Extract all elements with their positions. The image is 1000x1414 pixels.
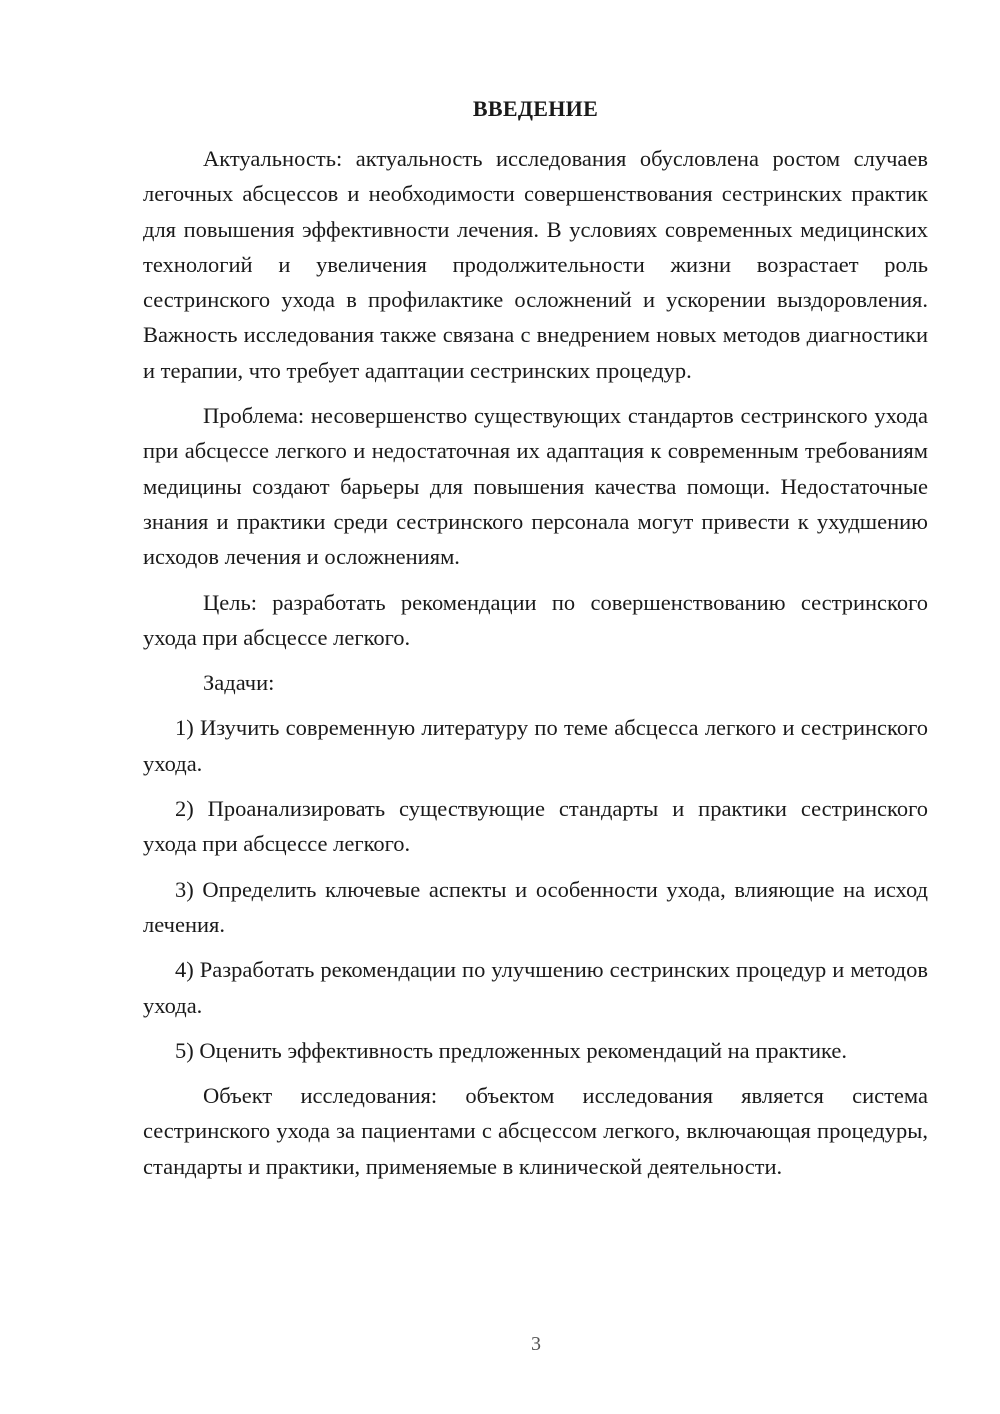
task-item-5: 5) Оценить эффективность предложенных рекомендаций на практике. xyxy=(175,1037,848,1063)
task-item-4: 4) Разработать рекомендации по улучшению сестринских процедур и методов ухода. xyxy=(143,957,928,1018)
task-item-3: 3) Определить ключевые аспекты и особенности ухода, влияющие на исход лечения. xyxy=(143,876,928,937)
paragraph-relevance: Актуальность: актуальность исследования обусловлена ростом случаев легочных абсцессов и необходимости совершенствования сестринских практик для повышения эффективности лечения. В условиях современных медицинских технологий и увеличения продолжительности жизни возрастает роль сестринского ухода в профилактике осложнений и ускорении выздоровления. Важность исследования также связана с внедрением новых методов диагностики и терапии, что требует адаптации сестринских процедур. xyxy=(143,146,928,383)
task-item-2: 2) Проанализировать существующие стандарты и практики сестринского ухода при абсцессе легкого. xyxy=(143,796,928,857)
tasks-heading: Задачи: xyxy=(203,670,275,696)
paragraph-goal: Цель: разработать рекомендации по совершенствованию сестринского ухода при абсцессе легкого. xyxy=(143,589,928,650)
page-title: ВВЕДЕНИЕ xyxy=(472,96,599,121)
page-number: 3 xyxy=(531,1333,541,1355)
task-item-1: 1) Изучить современную литературу по теме абсцесса легкого и сестринского ухода. xyxy=(143,715,928,776)
document-body xyxy=(143,141,928,1194)
paragraph-object: Объект исследования: объектом исследования является система сестринского ухода за пациентами с абсцессом легкого, включающая процедуры, стандарты и практики, применяемые в клинической деятельности. xyxy=(143,1083,928,1179)
paragraph-problem: Проблема: несовершенство существующих стандартов сестринского ухода при абсцессе легкого и недостаточная их адаптация к современным требованиям медицины создают барьеры для повышения качества помощи. Недостаточные знания и практики среди сестринского персонала могут привести к ухудшению исходов лечения и осложнениям. xyxy=(143,403,928,570)
